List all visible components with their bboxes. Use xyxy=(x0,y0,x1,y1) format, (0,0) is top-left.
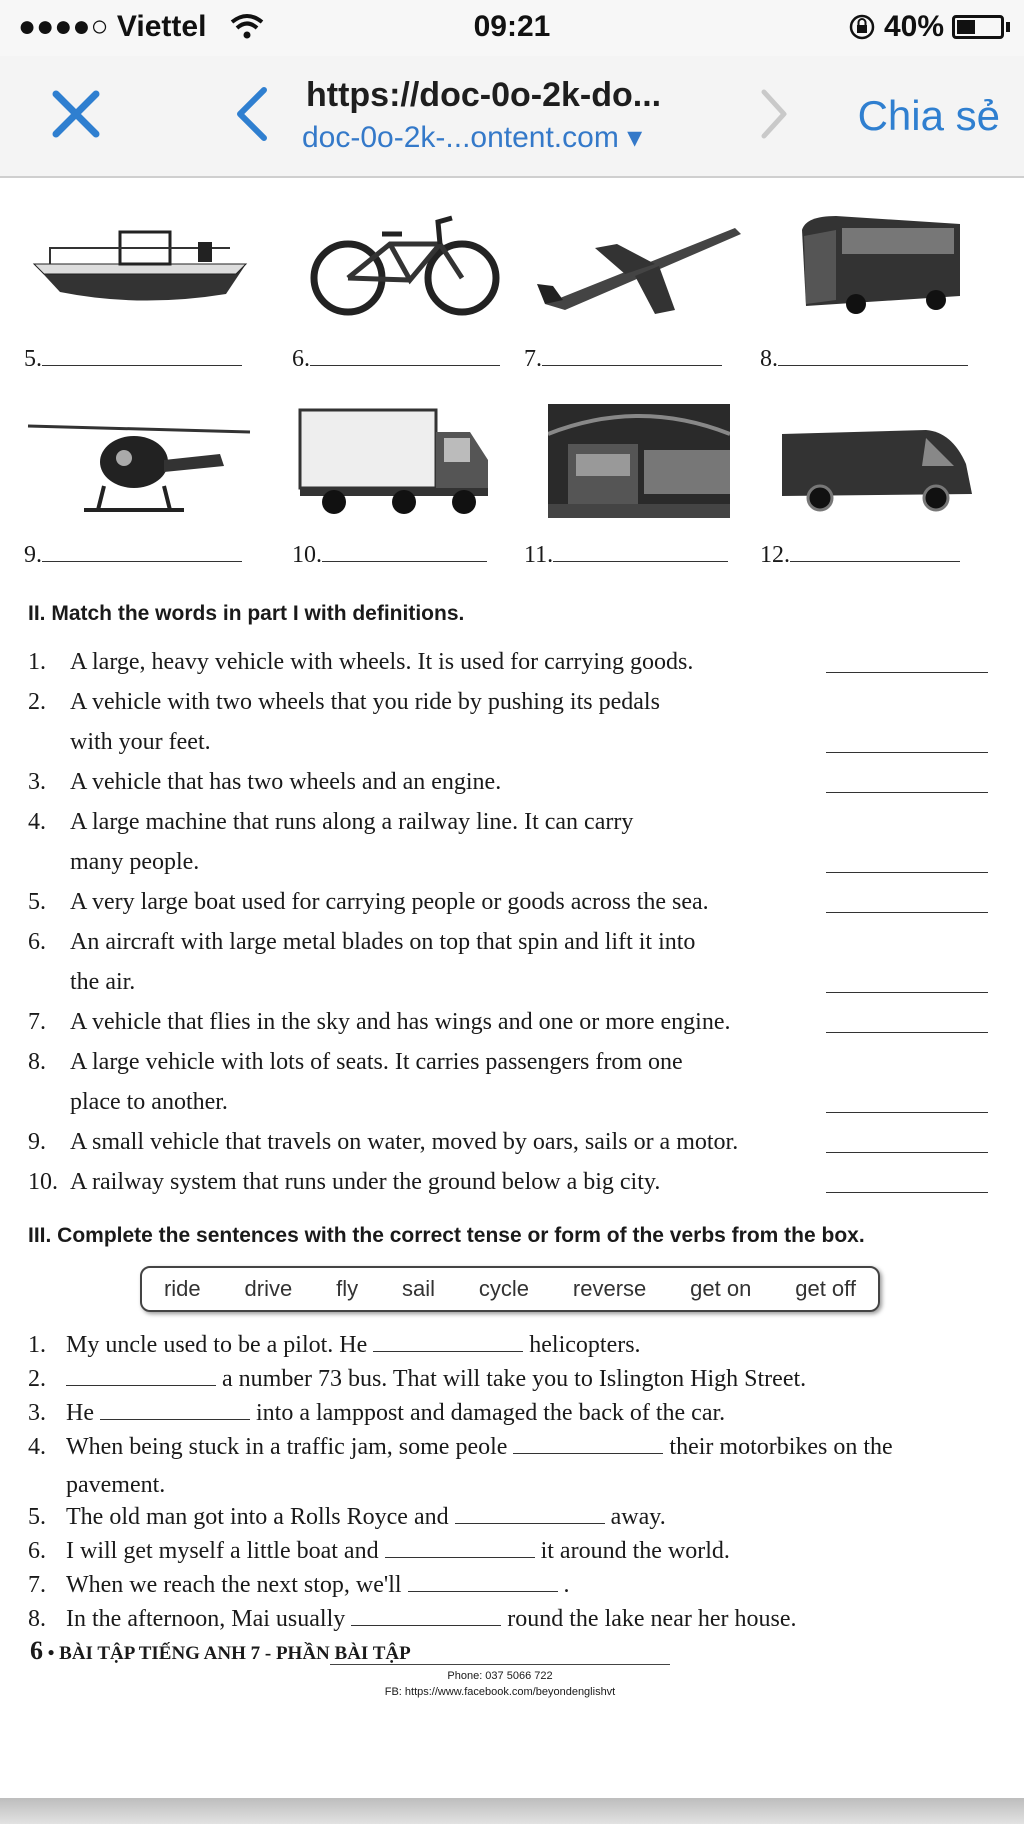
definition-text: A vehicle that flies in the sky and has wings and one or more engine. xyxy=(70,1009,731,1035)
sentence-text-after: their motorbikes on the xyxy=(663,1434,893,1460)
blank-9[interactable]: 9. xyxy=(24,542,242,569)
battery-percent: 40% xyxy=(883,10,944,43)
chevron-right-icon[interactable] xyxy=(756,86,792,142)
subway-train-picture xyxy=(548,404,730,518)
footer-rule xyxy=(330,1664,670,1665)
answer-blank[interactable] xyxy=(826,992,988,993)
answer-blank[interactable] xyxy=(66,1365,216,1386)
bottom-toolbar-edge xyxy=(0,1798,1024,1824)
answer-blank[interactable] xyxy=(100,1399,250,1420)
definition-item xyxy=(28,762,998,802)
sentence-text-after: a number 73 bus. That will take you to Islington High Street. xyxy=(216,1366,807,1392)
blank-12[interactable]: 12. xyxy=(760,542,960,569)
van-picture xyxy=(776,424,976,514)
answer-blank[interactable] xyxy=(373,1331,523,1352)
rotation-lock-icon xyxy=(848,13,876,41)
definition-text: A vehicle that has two wheels and an engine. xyxy=(70,769,502,795)
definition-item xyxy=(28,682,998,762)
page-number: 6 xyxy=(30,1636,43,1665)
definition-number: 2. xyxy=(28,689,46,715)
blank-5[interactable]: 5. xyxy=(24,346,242,373)
sentence-text-after: it around the world. xyxy=(534,1538,730,1564)
definition-item xyxy=(28,802,998,882)
answer-blank[interactable] xyxy=(385,1537,535,1558)
sentence-continuation: pavement. xyxy=(66,1472,166,1498)
sentence-number: 8. xyxy=(28,1606,46,1632)
definition-text: A vehicle with two wheels that you ride by pushing its pedals xyxy=(70,689,660,715)
box-word: get on xyxy=(690,1276,752,1301)
definition-number: 9. xyxy=(28,1129,46,1155)
answer-blank[interactable] xyxy=(826,792,988,793)
page-footer xyxy=(30,1636,411,1666)
sentence-number: 3. xyxy=(28,1400,46,1426)
verb-word-box xyxy=(140,1266,880,1312)
sentence-text-before: He xyxy=(66,1400,100,1426)
sentence-text-before: My uncle used to be a pilot. He xyxy=(66,1332,374,1358)
sentence-text-before: The old man got into a Rolls Royce and xyxy=(66,1504,455,1530)
battery-icon xyxy=(952,15,1004,39)
browser-toolbar xyxy=(0,56,1024,178)
box-word: get off xyxy=(795,1276,856,1301)
battery-tip xyxy=(1006,22,1010,32)
answer-blank[interactable] xyxy=(826,752,988,753)
bus-picture xyxy=(796,210,966,320)
sentence-text-before: In the afternoon, Mai usually xyxy=(66,1606,352,1632)
sentence-item xyxy=(28,1532,1008,1570)
definition-text: with your feet. xyxy=(70,729,211,755)
definition-text: A small vehicle that travels on water, moved by oars, sails or a motor. xyxy=(70,1129,739,1155)
answer-blank[interactable] xyxy=(351,1605,501,1626)
definition-number: 3. xyxy=(28,769,46,795)
definition-number: 5. xyxy=(28,889,46,915)
book-title: • BÀI TẬP TIẾNG ANH 7 - PHẦN BÀI TẬP xyxy=(47,1643,411,1664)
definition-text: place to another. xyxy=(70,1089,228,1115)
answer-blank[interactable] xyxy=(826,1112,988,1113)
clock: 09:21 xyxy=(473,10,551,43)
sentence-text-after: into a lamppost and damaged the back of the car. xyxy=(249,1400,726,1426)
battery-fill xyxy=(957,20,975,34)
helicopter-picture xyxy=(24,410,254,520)
sentence-number: 7. xyxy=(28,1572,46,1598)
part3-heading: III. Complete the sentences with the correct tense or form of the verbs from the box. xyxy=(28,1224,865,1247)
sentence-number: 5. xyxy=(28,1504,46,1530)
definition-text: the air. xyxy=(70,969,136,995)
definition-number: 4. xyxy=(28,809,46,835)
answer-blank[interactable] xyxy=(826,872,988,873)
blank-10[interactable]: 10. xyxy=(292,542,487,569)
carrier-label: ●●●●○ Viettel xyxy=(18,10,207,43)
definition-number: 8. xyxy=(28,1049,46,1075)
answer-blank[interactable] xyxy=(826,1032,988,1033)
definition-item xyxy=(28,882,998,922)
box-word: ride xyxy=(163,1276,201,1301)
sentence-text-after: helicopters. xyxy=(523,1332,641,1358)
sentence-text-before: I will get myself a little boat and xyxy=(66,1538,385,1564)
status-bar xyxy=(0,0,1024,56)
sentence-text-before: When being stuck in a traffic jam, some peole xyxy=(66,1434,514,1460)
airplane-picture xyxy=(535,214,745,324)
box-word: sail xyxy=(401,1276,435,1301)
sentence-item xyxy=(28,1326,1008,1364)
sentence-text-after: round the lake near her house. xyxy=(501,1606,797,1632)
definition-text: A large vehicle with lots of seats. It carries passengers from one xyxy=(70,1049,683,1075)
share-button[interactable]: Chia sẻ xyxy=(857,92,1000,139)
sentence-number: 4. xyxy=(28,1434,46,1460)
answer-blank[interactable] xyxy=(513,1433,663,1454)
answer-blank[interactable] xyxy=(826,1152,988,1153)
answer-blank[interactable] xyxy=(826,672,988,673)
sentence-item xyxy=(28,1394,1008,1432)
definition-number: 1. xyxy=(28,649,46,675)
footer-facebook: FB: https://www.facebook.com/beyondenglishvt xyxy=(384,1686,616,1698)
bicycle-picture xyxy=(310,208,500,318)
answer-blank[interactable] xyxy=(826,912,988,913)
answer-blank[interactable] xyxy=(455,1503,605,1524)
sentence-number: 1. xyxy=(28,1332,46,1358)
definition-item xyxy=(28,1002,998,1042)
definition-item xyxy=(28,642,998,682)
box-word: reverse xyxy=(572,1276,647,1301)
definition-text: An aircraft with large metal blades on top that spin and lift it into xyxy=(70,929,696,955)
sentence-item xyxy=(28,1600,1008,1638)
sentence-number: 6. xyxy=(28,1538,46,1564)
blank-6[interactable]: 6. xyxy=(292,346,500,373)
definition-item xyxy=(28,1122,998,1162)
box-word: drive xyxy=(244,1276,293,1301)
url-title[interactable]: https://doc-0o-2k-do... xyxy=(306,76,662,114)
definition-number: 6. xyxy=(28,929,46,955)
sentence-item xyxy=(28,1566,1008,1604)
close-icon[interactable] xyxy=(48,86,104,142)
sentence-number: 2. xyxy=(28,1366,46,1392)
sentence-text-after: . xyxy=(557,1572,570,1598)
definition-text: A railway system that runs under the ground below a big city. xyxy=(70,1169,661,1195)
box-word: fly xyxy=(336,1276,359,1301)
truck-picture xyxy=(294,404,494,520)
battery-indicator xyxy=(848,10,1010,44)
url-domain[interactable]: doc-0o-2k-...ontent.com ▾ xyxy=(302,121,643,154)
definition-text: A large, heavy vehicle with wheels. It is used for carrying goods. xyxy=(70,649,694,675)
chevron-left-icon[interactable] xyxy=(232,84,272,144)
definition-item xyxy=(28,1042,998,1122)
boat-picture xyxy=(30,212,250,312)
answer-blank[interactable] xyxy=(826,1192,988,1193)
blank-7[interactable]: 7. xyxy=(524,346,722,373)
sentence-item xyxy=(28,1428,1008,1504)
blank-11[interactable]: 11. xyxy=(524,542,728,569)
document-page xyxy=(0,178,1024,1798)
footer-phone: Phone: 037 5066 722 xyxy=(447,1670,553,1682)
sentence-item xyxy=(28,1498,1008,1536)
definition-item xyxy=(28,1162,998,1202)
definition-text: A large machine that runs along a railway line. It can carry xyxy=(70,809,634,835)
definition-number: 7. xyxy=(28,1009,46,1035)
definition-text: A very large boat used for carrying people or goods across the sea. xyxy=(70,889,709,915)
box-word: cycle xyxy=(478,1276,530,1301)
sentence-item xyxy=(28,1360,1008,1398)
definition-number: 10. xyxy=(28,1169,58,1195)
answer-blank[interactable] xyxy=(408,1571,558,1592)
sentence-text-before: When we reach the next stop, we'll xyxy=(66,1572,408,1598)
definition-text: many people. xyxy=(70,849,200,875)
part2-heading: II. Match the words in part I with definitions. xyxy=(28,602,465,625)
blank-8[interactable]: 8. xyxy=(760,346,968,373)
definition-item xyxy=(28,922,998,1002)
sentence-text-after: away. xyxy=(604,1504,666,1530)
